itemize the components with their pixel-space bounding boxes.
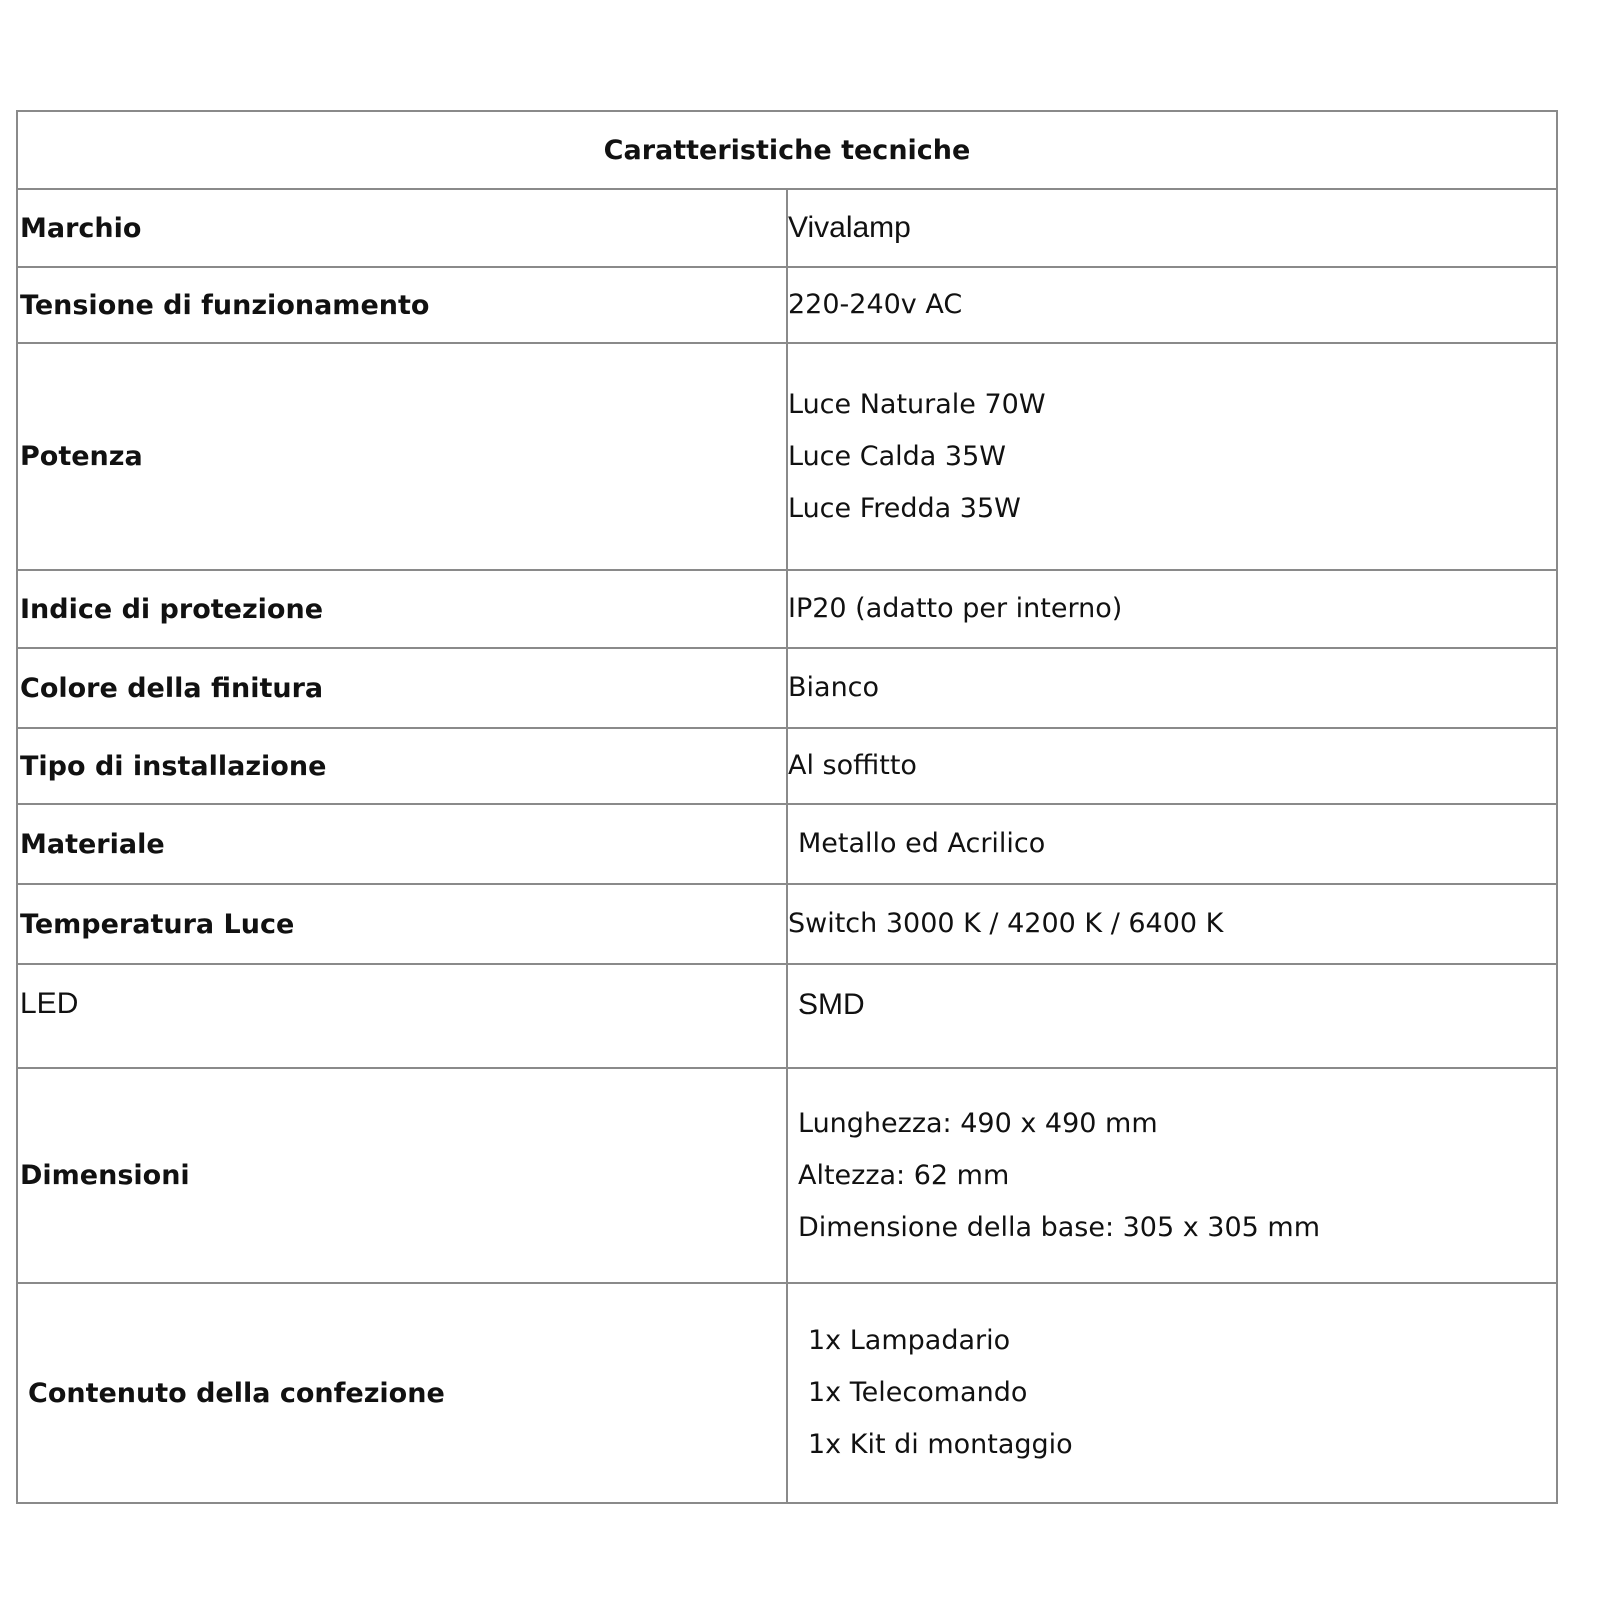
value-line: Luce Naturale 70W [788, 388, 1046, 420]
row-label: Dimensioni [17, 1068, 787, 1283]
table-row [17, 267, 1557, 343]
row-label: Tipo di installazione [17, 728, 787, 804]
value-line: Vivalamp [788, 211, 911, 244]
table-row [17, 804, 1557, 884]
row-value [787, 189, 1557, 267]
value-line: 220-240v AC [788, 289, 963, 320]
table-row [17, 1068, 1557, 1283]
table-row [17, 1283, 1557, 1503]
row-value [787, 964, 1557, 1068]
row-label: Potenza [17, 343, 787, 570]
value-line: 1x Kit di montaggio [808, 1429, 1073, 1460]
row-label: Marchio [17, 189, 787, 267]
table-row [17, 570, 1557, 648]
value-line: Lunghezza: 490 x 490 mm [798, 1107, 1158, 1139]
value-line: Bianco [788, 672, 880, 703]
value-line: Luce Fredda 35W [788, 492, 1021, 524]
table-row [17, 648, 1557, 728]
table-row [17, 728, 1557, 804]
row-value [787, 804, 1557, 884]
row-label: Tensione di funzionamento [17, 267, 787, 343]
row-label: LED [17, 964, 787, 1068]
row-label: Colore della finitura [17, 648, 787, 728]
table-row [17, 343, 1557, 570]
row-value [787, 728, 1557, 804]
row-value [787, 343, 1557, 570]
row-value [787, 267, 1557, 343]
spec-table [16, 110, 1558, 1504]
table-title: Caratteristiche tecniche [17, 111, 1557, 189]
value-line: Al soffitto [788, 750, 917, 781]
row-value [787, 570, 1557, 648]
table-header-row [17, 111, 1557, 189]
row-label: Indice di protezione [17, 570, 787, 648]
row-label: Materiale [17, 804, 787, 884]
table-row [17, 884, 1557, 964]
value-line: 1x Lampadario [808, 1325, 1011, 1356]
row-value [787, 648, 1557, 728]
value-line: IP20 (adatto per interno) [788, 593, 1123, 624]
value-line: Dimensione della base: 305 x 305 mm [798, 1211, 1321, 1243]
value-line: Altezza: 62 mm [798, 1159, 1010, 1191]
row-value [787, 1283, 1557, 1503]
row-value [787, 1068, 1557, 1283]
value-line: 1x Telecomando [808, 1377, 1028, 1408]
row-label: Contenuto della confezione [17, 1283, 787, 1503]
value-line: Metallo ed Acrilico [798, 828, 1046, 859]
value-line: Switch 3000 K / 4200 K / 6400 K [788, 908, 1224, 939]
row-label: Temperatura Luce [17, 884, 787, 964]
table-row [17, 964, 1557, 1068]
table-row [17, 189, 1557, 267]
value-line: Luce Calda 35W [788, 440, 1006, 472]
value-line: SMD [798, 988, 865, 1021]
row-value [787, 884, 1557, 964]
